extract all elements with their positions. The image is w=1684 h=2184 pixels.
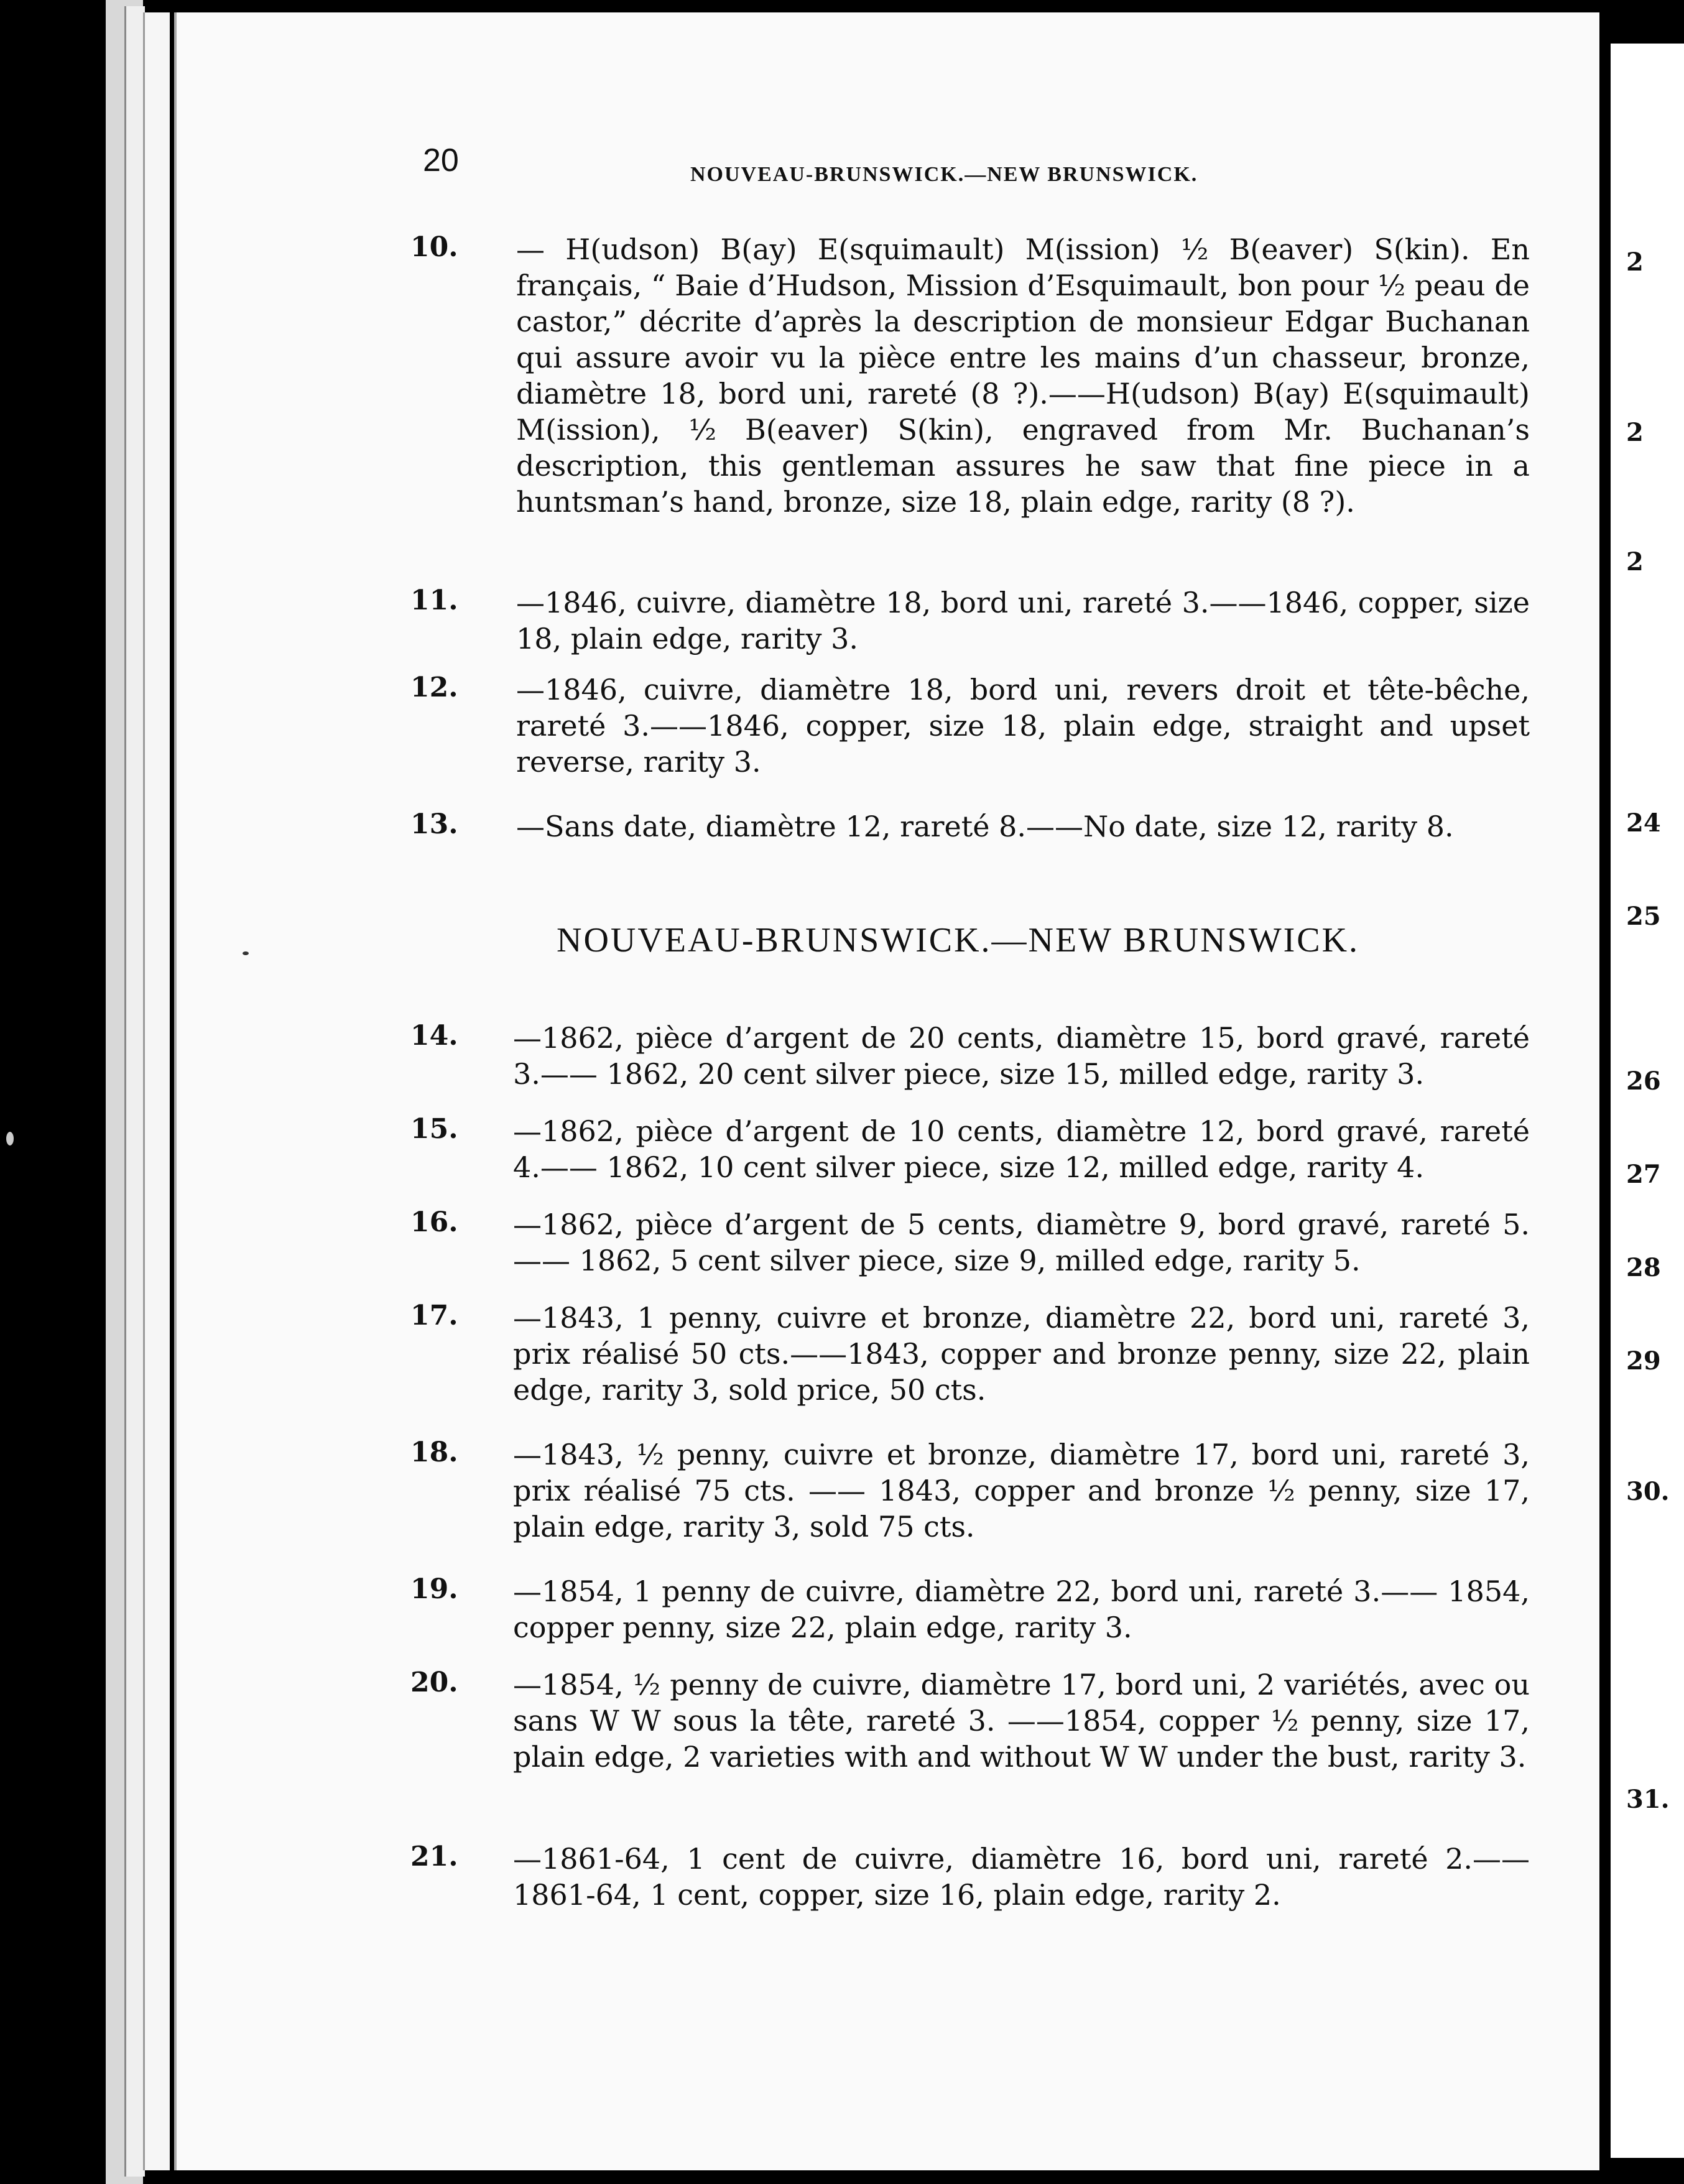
entry-number: 11. xyxy=(410,585,458,616)
entry-text: — H(udson) B(ay) E(squimault) M(ission) ½ B(eaver) S(kin). En français, “ Baie d’Hudson, Mission d’Esquimault, bon pour ½ peau de castor,” décrite d’après la description de monsieur Edgar Buchanan qui assure avoir vu la pièce entre les mains d’un chasseur, bronze, diamètre 18, bord uni, rareté (8 ?).——H(udson) B(ay) E(squimault) M(ission), ½ B(eaver) S(kin), engraved from Mr. Buchanan’s description, this gentleman assures he saw that fine piece in a huntsman’s hand, bronze, size 18, plain edge, rarity (8 ?). xyxy=(516,233,1530,519)
entry-text: —1854, ½ penny de cuivre, diamètre 17, bord uni, 2 variétés, avec ou sans W W sous la tête, rareté 3. ——1854, copper ½ penny, size 17, plain edge, 2 varieties with and without W W under the bust, rarity 3. xyxy=(513,1668,1530,1774)
entry-number: 21. xyxy=(410,1841,458,1872)
entry-number: 17. xyxy=(410,1300,458,1331)
facing-page-number: 30. xyxy=(1626,1477,1670,1506)
entry-text: —1862, pièce d’argent de 5 cents, diamètre 9, bord gravé, rareté 5. —— 1862, 5 cent silver piece, size 9, milled edge, rarity 5. xyxy=(513,1208,1530,1277)
page-edge xyxy=(143,12,170,2170)
entry-number: 16. xyxy=(410,1206,458,1238)
entry-number: 19. xyxy=(410,1573,458,1605)
facing-page-number: 29 xyxy=(1626,1346,1661,1376)
facing-page-number: 2 xyxy=(1626,418,1644,447)
entry-number: 18. xyxy=(410,1437,458,1468)
facing-page-number: 2 xyxy=(1626,547,1644,576)
entry-number: 10. xyxy=(410,231,458,263)
entry-text: —1854, 1 penny de cuivre, diamètre 22, bord uni, rareté 3.—— 1854, copper penny, size 22, plain edge, rarity 3. xyxy=(513,1575,1530,1644)
entry-text: —1843, 1 penny, cuivre et bronze, diamètre 22, bord uni, rareté 3, prix réalisé 50 cts.——1843, copper and bronze penny, size 22, plain edge, rarity 3, sold price, 50 cts. xyxy=(513,1301,1530,1407)
facing-page xyxy=(1611,44,1684,2158)
entry-text: —Sans date, diamètre 12, rareté 8.——No date, size 12, rarity 8. xyxy=(516,810,1454,843)
entry-text: —1862, pièce d’argent de 20 cents, diamètre 15, bord gravé, rareté 3.—— 1862, 20 cent silver piece, size 15, milled edge, rarity 3. xyxy=(513,1021,1530,1091)
entry-text: —1843, ½ penny, cuivre et bronze, diamètre 17, bord uni, rareté 3, prix réalisé 75 cts. —— 1843, copper and bronze ½ penny, size 17, plain edge, rarity 3, sold 75 cts. xyxy=(513,1438,1530,1543)
entry-text: —1861-64, 1 cent de cuivre, diamètre 16, bord uni, rareté 2.—— 1861-64, 1 cent, copper, size 16, plain edge, rarity 2. xyxy=(513,1842,1530,1912)
page-number: 20 xyxy=(423,142,459,178)
entry-number: 15. xyxy=(410,1113,458,1145)
entry-number: 20. xyxy=(410,1667,458,1698)
facing-page-number: 28 xyxy=(1626,1253,1661,1282)
facing-page-number: 26 xyxy=(1626,1067,1661,1096)
page-edge xyxy=(124,6,145,2177)
section-heading: NOUVEAU-BRUNSWICK.—NEW BRUNSWICK. xyxy=(557,921,1360,960)
entry-text: —1846, cuivre, diamètre 18, bord uni, rareté 3.——1846, copper, size 18, plain edge, rarity 3. xyxy=(516,586,1530,655)
facing-page-number: 24 xyxy=(1626,808,1661,838)
facing-page-number: 27 xyxy=(1626,1160,1661,1189)
entry-number: 14. xyxy=(410,1020,458,1052)
entry-number: 13. xyxy=(410,808,458,840)
margin-speck xyxy=(6,1132,14,1145)
facing-page-number: 2 xyxy=(1626,248,1644,277)
entry-text: —1862, pièce d’argent de 10 cents, diamètre 12, bord gravé, rareté 4.—— 1862, 10 cent silver piece, size 12, milled edge, rarity 4. xyxy=(513,1114,1530,1184)
facing-page-number: 31. xyxy=(1626,1785,1670,1814)
entry-text: —1846, cuivre, diamètre 18, bord uni, revers droit et tête-bêche, rareté 3.——1846, copper, size 18, plain edge, straight and upset reverse, rarity 3. xyxy=(516,673,1530,779)
margin-speck xyxy=(243,951,249,955)
entry-number: 12. xyxy=(410,672,458,703)
running-title: NOUVEAU-BRUNSWICK.—NEW BRUNSWICK. xyxy=(690,163,1198,186)
facing-page-number: 25 xyxy=(1626,902,1661,931)
